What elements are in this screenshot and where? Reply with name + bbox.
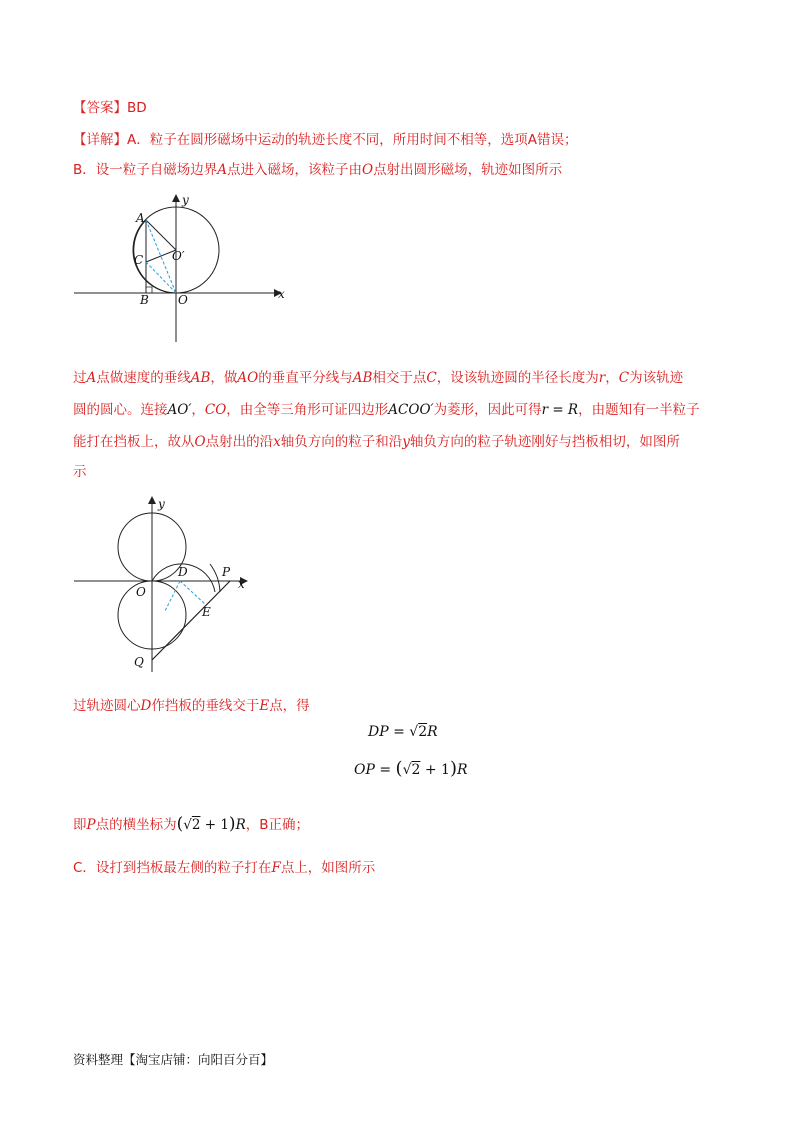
para4-text: ，B正确； xyxy=(245,817,309,833)
fig1-label-c: C xyxy=(134,253,144,267)
paren-open: ( xyxy=(395,758,403,779)
dashed-d-radius xyxy=(165,581,180,611)
para2-text: 圆的圆心。连接 xyxy=(73,402,168,418)
para4-mid: + 1 xyxy=(200,817,229,833)
para2-text: 轴负方向的粒子和沿 xyxy=(280,434,403,450)
para3-text: 点，得 xyxy=(269,698,310,714)
para2-text: ，做 xyxy=(210,370,238,386)
para2-line-1 xyxy=(73,368,683,388)
para2-math: AB xyxy=(190,370,211,386)
fig2-label-x: x xyxy=(238,577,245,591)
y-axis-arrow xyxy=(172,194,180,202)
equation-op xyxy=(354,758,468,779)
b-intro-point-o: O xyxy=(362,162,374,178)
b-intro-text-1: B．设一粒子自磁场边界 xyxy=(73,162,218,178)
para2-math: CO xyxy=(204,402,227,418)
para3-math: E xyxy=(259,698,270,714)
b-intro-line xyxy=(73,160,562,180)
eq2-tail: R xyxy=(456,762,468,778)
para2-text: 点做速度的垂线 xyxy=(96,370,191,386)
fig1-label-b: B xyxy=(140,293,149,307)
para4-tail: R xyxy=(235,817,246,833)
para2-math: x xyxy=(273,434,281,450)
para4-expression xyxy=(176,814,246,834)
para3-math: D xyxy=(140,698,152,714)
para2-text: 为菱形，因此可得 xyxy=(433,402,542,418)
para2-line-2 xyxy=(73,400,700,420)
para2-text: 能打在挡板上，故从 xyxy=(73,434,195,450)
para2-line-4 xyxy=(73,462,87,482)
detail-a-text: A．粒子在圆形磁场中运动的轨迹长度不同，所用时间不相等，选项A错误； xyxy=(127,132,578,148)
paren-open: ( xyxy=(176,814,184,834)
answer-line xyxy=(73,98,147,118)
b-intro-text-3: 点射出圆形磁场，轨迹如图所示 xyxy=(373,162,563,178)
sqrt-sign: √ xyxy=(183,817,192,833)
baffle-line xyxy=(152,581,230,660)
answer-label: 【答案】 xyxy=(73,100,127,116)
fig2-label-d: D xyxy=(178,565,188,579)
para4-text: 即 xyxy=(73,817,87,833)
para2-text: ，由全等三角形可证四边形 xyxy=(226,402,389,418)
detail-label: 【详解】 xyxy=(73,132,127,148)
para2-math: AO′ xyxy=(167,402,192,418)
sqrt-sign: √ xyxy=(402,762,412,778)
fig2-label-o: O xyxy=(136,585,146,599)
para2-math: C xyxy=(618,370,630,386)
para2-text: 的垂直平分线与 xyxy=(258,370,353,386)
footer-text: 资料整理【淘宝店铺：向阳百分百】 xyxy=(73,1052,274,1067)
eq1-lhs: DP = xyxy=(368,724,410,740)
para2-text: ， xyxy=(605,370,619,386)
paren-close: ) xyxy=(449,758,457,779)
b-intro-point-a: A xyxy=(217,162,228,178)
fig2-label-p: P xyxy=(222,565,231,579)
para2-math: r = R xyxy=(541,402,579,418)
fig1-label-o: O xyxy=(178,293,188,307)
c-line-text: C．设打到挡板最左侧的粒子打在 xyxy=(73,860,272,876)
para3-text: 作挡板的垂线交于 xyxy=(151,698,260,714)
para2-math: O xyxy=(194,434,206,450)
fig1-label-a: A xyxy=(136,211,145,225)
para2-text: ，由题知有一半粒子 xyxy=(578,402,700,418)
para4-radicand: 2 xyxy=(191,817,201,833)
para4-math: P xyxy=(86,817,96,833)
para2-text: 相交于点 xyxy=(372,370,427,386)
c-line-text: 点上，如图所示 xyxy=(280,860,376,876)
eq2-mid: + 1 xyxy=(420,762,450,778)
para2-math: y xyxy=(402,434,410,450)
eq1-tail: R xyxy=(427,724,438,740)
para4-text: 点的横坐标为 xyxy=(95,817,177,833)
b-intro-text-2: 点进入磁场，该粒子由 xyxy=(227,162,363,178)
c-line-math: F xyxy=(271,860,281,876)
detail-a-line xyxy=(73,130,577,150)
para2-text: ， xyxy=(191,402,205,418)
figure-1-diagram xyxy=(70,190,290,350)
para2-math: r xyxy=(598,370,606,386)
para3-line xyxy=(73,696,310,716)
fig2-label-e: E xyxy=(202,605,211,619)
equation-dp xyxy=(368,724,438,740)
para2-math: A xyxy=(86,370,97,386)
sqrt-sign: √ xyxy=(409,724,419,740)
outer-arc xyxy=(210,564,220,592)
figure-2-diagram xyxy=(70,494,270,674)
c-line xyxy=(73,858,375,878)
para2-text: 轴负方向的粒子轨迹刚好与挡板相切，如图所 xyxy=(409,434,680,450)
para2-text: 示 xyxy=(73,464,87,480)
para2-text: 点射出的沿 xyxy=(205,434,274,450)
fig1-label-x: x xyxy=(278,287,285,301)
line-a-o1 xyxy=(146,220,176,250)
eq2-lhs: OP = xyxy=(354,762,396,778)
fig2-label-y: y xyxy=(158,497,165,511)
para2-math: C xyxy=(426,370,437,386)
para2-text: 为该轨迹 xyxy=(629,370,684,386)
para2-math: AO xyxy=(237,370,259,386)
fig1-label-y: y xyxy=(182,193,189,207)
para2-math: AB xyxy=(352,370,373,386)
y-axis-arrow xyxy=(148,496,156,504)
para4-line xyxy=(73,814,309,835)
dashed-c-o xyxy=(146,262,176,293)
eq1-radicand: 2 xyxy=(418,724,428,740)
para3-text: 过轨迹圆心 xyxy=(73,698,141,714)
answer-value: BD xyxy=(127,100,147,116)
para2-text: 过 xyxy=(73,370,87,386)
paren-close: ) xyxy=(228,814,236,834)
eq2-radicand: 2 xyxy=(411,762,421,778)
para2-line-3 xyxy=(73,432,680,452)
dashed-d-e xyxy=(180,581,205,604)
fig1-label-o-prime: O′ xyxy=(172,249,185,263)
para2-text: ，设该轨迹圆的半径长度为 xyxy=(436,370,599,386)
para2-math: ACOO′ xyxy=(388,402,434,418)
fig2-label-q: Q xyxy=(134,655,144,669)
